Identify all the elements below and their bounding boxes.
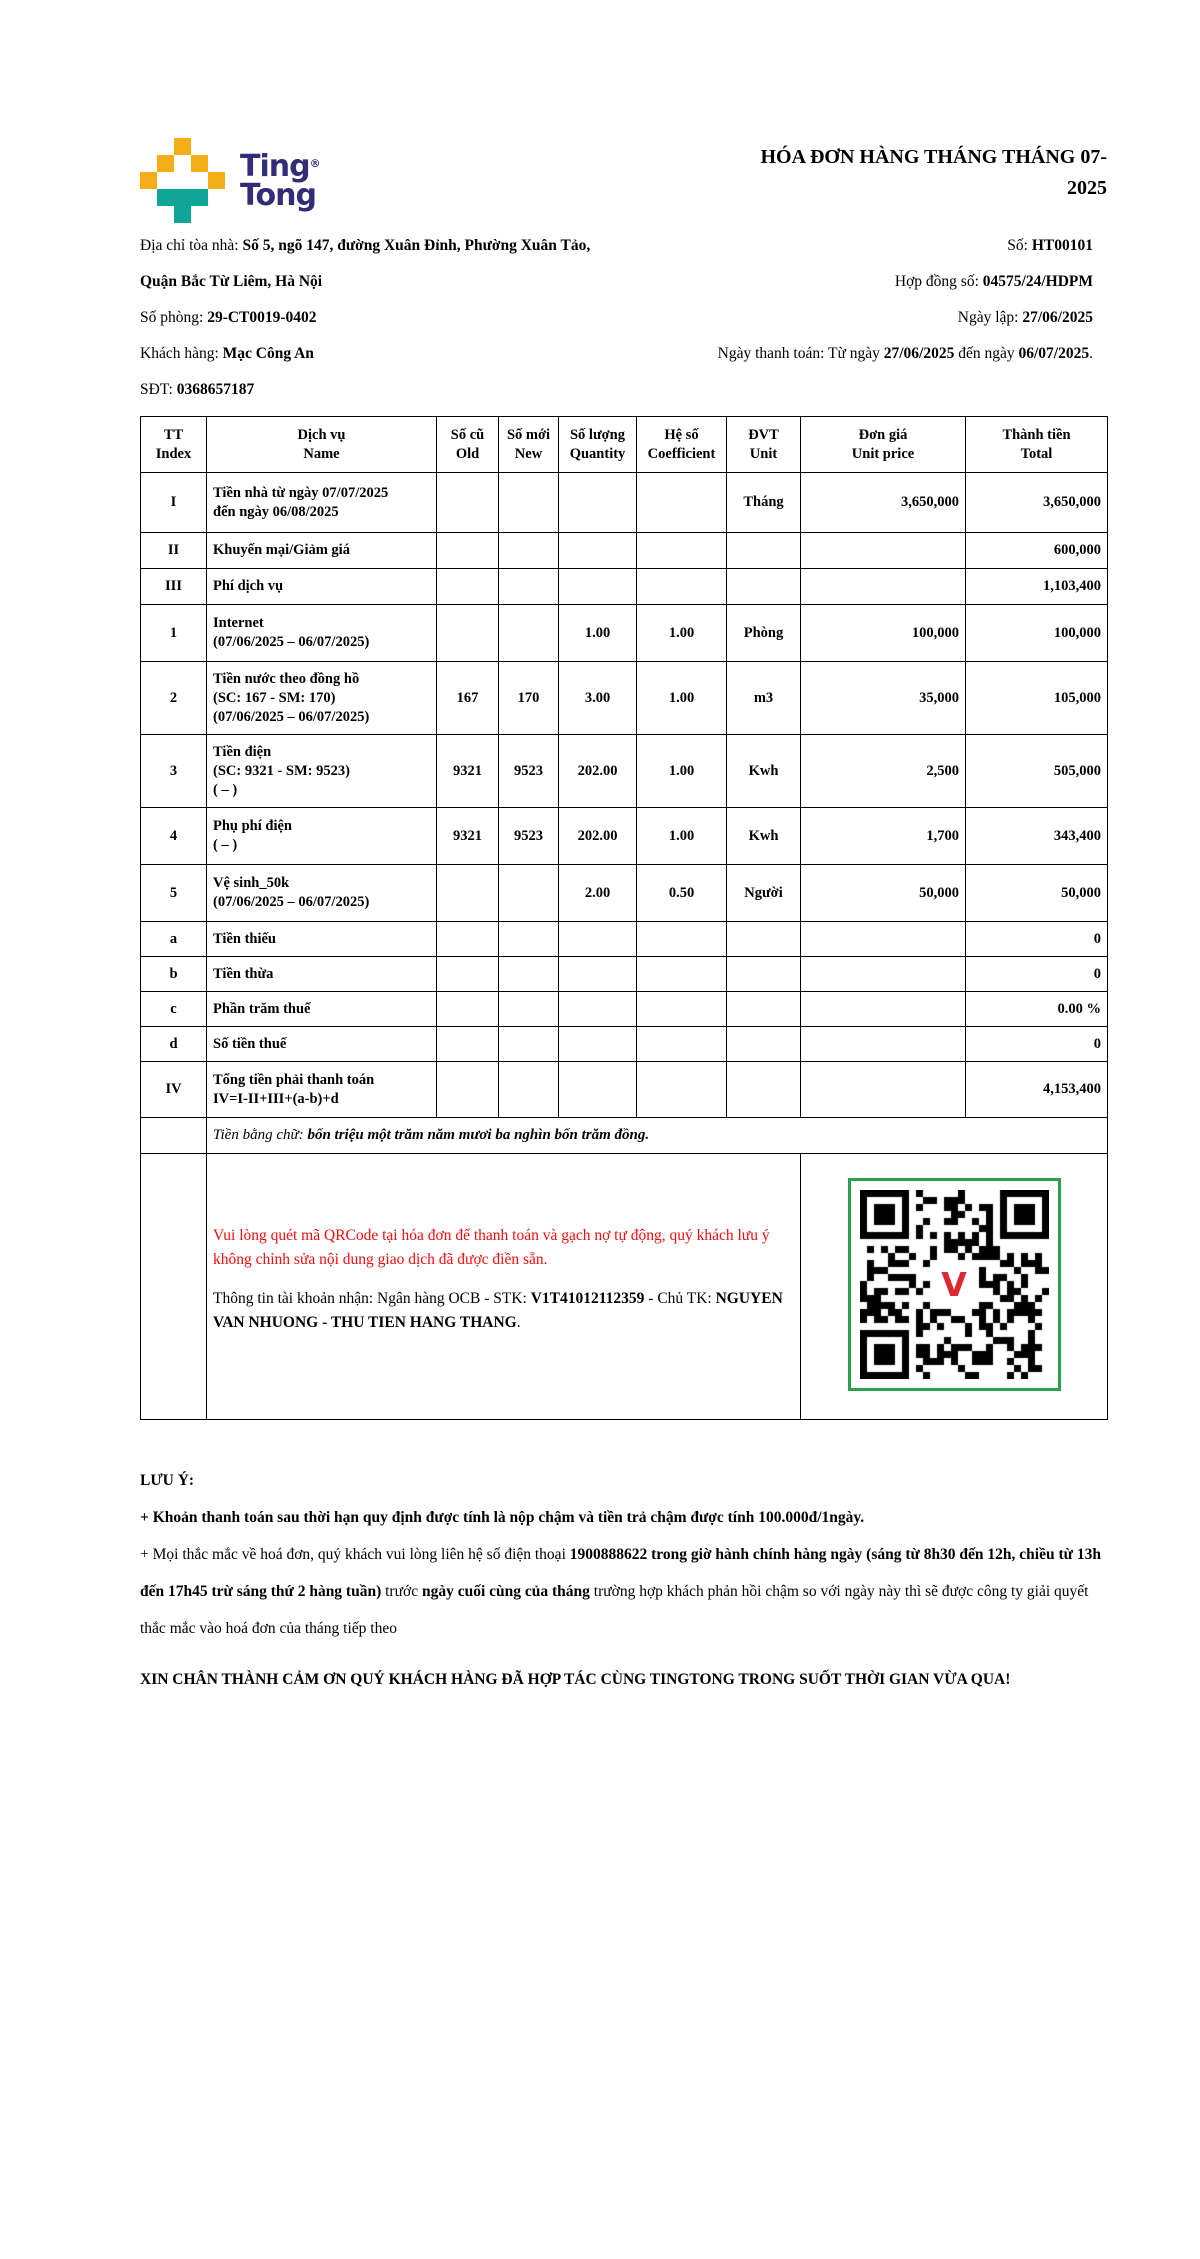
service-name-line: Tiền nước theo đồng hồ bbox=[213, 670, 360, 687]
service-name-line: Tổng tiền phải thanh toán bbox=[213, 1071, 375, 1088]
text-segment: NGUYEN VAN NHUONG - THU TIEN HANG THANG bbox=[213, 1289, 783, 1331]
cell-unit-price: 1,700 bbox=[801, 808, 966, 865]
support-note bbox=[140, 1536, 1107, 1647]
cell-new-reading: 170 bbox=[499, 662, 559, 735]
cell-unit-price bbox=[801, 533, 966, 569]
table-row bbox=[141, 957, 1108, 992]
cell-unit-price bbox=[801, 1062, 966, 1118]
text-segment: V1T41012112359 bbox=[530, 1289, 645, 1307]
column-header-8 bbox=[966, 417, 1108, 473]
text-segment: 0368657187 bbox=[176, 381, 255, 398]
text-segment: SĐT: bbox=[140, 381, 177, 398]
cell-old-reading: 9321 bbox=[437, 735, 499, 808]
cell-new-reading bbox=[499, 605, 559, 662]
cell-old-reading bbox=[437, 533, 499, 569]
amount-in-words-row bbox=[141, 1118, 1108, 1154]
cell-new-reading bbox=[499, 473, 559, 533]
table-row bbox=[141, 922, 1108, 957]
cell-coefficient bbox=[637, 533, 727, 569]
registered-mark: ® bbox=[309, 157, 321, 170]
column-header-en: Index bbox=[155, 445, 192, 462]
cell-unit: Kwh bbox=[727, 808, 801, 865]
column-header-0 bbox=[141, 417, 207, 473]
cell-quantity bbox=[559, 992, 637, 1027]
cell-total: 0 bbox=[966, 1027, 1108, 1062]
column-header-1 bbox=[207, 417, 437, 473]
info-right-column bbox=[620, 228, 1107, 408]
table-row bbox=[141, 808, 1108, 865]
text-segment: Mạc Công An bbox=[222, 345, 314, 362]
cell-service-name bbox=[207, 992, 437, 1027]
cell-unit: Người bbox=[727, 865, 801, 922]
cell-new-reading bbox=[499, 865, 559, 922]
cell-old-reading bbox=[437, 865, 499, 922]
building-address bbox=[140, 228, 620, 300]
text-segment: Khách hàng: bbox=[140, 345, 223, 362]
thanks-note: XIN CHÂN THÀNH CẢM ƠN QUÝ KHÁCH HÀNG ĐÃ HỢP TÁC CÙNG TINGTONG TRONG SUỐT THỜI GIAN VỪA QUA! bbox=[140, 1671, 1011, 1688]
cell-empty bbox=[141, 1118, 207, 1154]
service-name-line: Phụ phí điện bbox=[213, 818, 292, 834]
cell-quantity: 1.00 bbox=[559, 605, 637, 662]
column-header-vi: TT bbox=[163, 426, 184, 443]
invoice-table bbox=[140, 416, 1108, 1420]
service-name-line: Phí dịch vụ bbox=[213, 578, 284, 594]
cell-unit bbox=[727, 569, 801, 605]
column-header-vi: Đơn giá bbox=[858, 426, 908, 443]
cell-new-reading: 9523 bbox=[499, 808, 559, 865]
cell-coefficient bbox=[637, 922, 727, 957]
column-header-en: Quantity bbox=[569, 445, 626, 462]
cell-unit: Kwh bbox=[727, 735, 801, 808]
cell-index: 3 bbox=[141, 735, 207, 808]
table-row bbox=[141, 533, 1108, 569]
cell-new-reading bbox=[499, 1027, 559, 1062]
column-header-en: Old bbox=[455, 445, 480, 462]
table-row bbox=[141, 992, 1108, 1027]
cell-coefficient: 1.00 bbox=[637, 662, 727, 735]
cell-index: 2 bbox=[141, 662, 207, 735]
cell-old-reading bbox=[437, 957, 499, 992]
cell-total: 0 bbox=[966, 922, 1108, 957]
qr-cell bbox=[801, 1154, 1108, 1420]
service-name-line: IV=I-II+III+(a-b)+d bbox=[213, 1090, 339, 1107]
cell-unit-price bbox=[801, 1027, 966, 1062]
vietqr-logo-icon: V bbox=[933, 1263, 975, 1305]
cell-unit: Phòng bbox=[727, 605, 801, 662]
cell-coefficient bbox=[637, 473, 727, 533]
cell-index: 1 bbox=[141, 605, 207, 662]
service-name-line: Tiền thừa bbox=[213, 965, 274, 982]
cell-new-reading: 9523 bbox=[499, 735, 559, 808]
cell-quantity bbox=[559, 569, 637, 605]
service-name-line: ( – ) bbox=[213, 837, 238, 853]
text-segment: 04575/24/HDPM bbox=[982, 273, 1093, 290]
contract-number bbox=[620, 264, 1093, 300]
text-segment: 1900888622 trong giờ hành chính hàng ngày (sáng từ 8h30 đến 12h, chiều từ 13h đến 17h45 trừ sáng thứ 2 hàng tuần) bbox=[140, 1546, 1101, 1600]
cell-old-reading bbox=[437, 473, 499, 533]
cell-index: b bbox=[141, 957, 207, 992]
text-segment: HT00101 bbox=[1031, 237, 1093, 254]
cell-total: 505,000 bbox=[966, 735, 1108, 808]
column-header-4 bbox=[559, 417, 637, 473]
cell-unit-price bbox=[801, 569, 966, 605]
cell-index: III bbox=[141, 569, 207, 605]
text-segment: Ngày thanh toán: Từ ngày bbox=[717, 345, 884, 362]
cell-coefficient: 1.00 bbox=[637, 605, 727, 662]
invoice-table-head bbox=[141, 417, 1108, 473]
cell-service-name bbox=[207, 808, 437, 865]
table-row bbox=[141, 473, 1108, 533]
cell-old-reading bbox=[437, 992, 499, 1027]
column-header-en: Name bbox=[303, 445, 340, 462]
service-name-line: Số tiền thuế bbox=[213, 1035, 287, 1052]
cell-index: IV bbox=[141, 1062, 207, 1118]
service-name-line: Phần trăm thuế bbox=[213, 1000, 311, 1017]
cell-total: 105,000 bbox=[966, 662, 1108, 735]
header-row bbox=[141, 417, 1108, 473]
cell-total: 3,650,000 bbox=[966, 473, 1108, 533]
text-segment: Địa chỉ tòa nhà: bbox=[140, 237, 243, 254]
text-segment: . bbox=[516, 1313, 521, 1331]
cell-old-reading: 167 bbox=[437, 662, 499, 735]
cell-unit-price: 3,650,000 bbox=[801, 473, 966, 533]
invoice-header bbox=[140, 138, 1107, 226]
payment-instructions bbox=[207, 1154, 801, 1420]
cell-quantity bbox=[559, 473, 637, 533]
cell-new-reading bbox=[499, 1062, 559, 1118]
cell-old-reading bbox=[437, 569, 499, 605]
text-segment: Thông tin tài khoản nhận: Ngân hàng OCB - STK: bbox=[213, 1289, 531, 1307]
cell-service-name bbox=[207, 569, 437, 605]
footer-notes bbox=[140, 1462, 1107, 1698]
cell-quantity bbox=[559, 533, 637, 569]
text-segment: trường hợp khách phản hồi chậm so với ngày này thì sẽ được công ty giải quyết thắc mắc vào hoá đơn của tháng tiếp theo bbox=[140, 1583, 1089, 1637]
tingtong-logo-icon bbox=[140, 138, 225, 223]
column-header-2 bbox=[437, 417, 499, 473]
column-header-en: Unit bbox=[749, 445, 778, 462]
column-header-5 bbox=[637, 417, 727, 473]
cell-total: 50,000 bbox=[966, 865, 1108, 922]
cell-index: II bbox=[141, 533, 207, 569]
amount-in-words bbox=[207, 1118, 1108, 1154]
cell-coefficient bbox=[637, 1062, 727, 1118]
cell-quantity bbox=[559, 922, 637, 957]
issue-date bbox=[620, 300, 1093, 336]
cell-service-name bbox=[207, 922, 437, 957]
cell-quantity: 202.00 bbox=[559, 735, 637, 808]
payment-period bbox=[620, 336, 1093, 372]
cell-unit-price: 100,000 bbox=[801, 605, 966, 662]
text-segment: 06/07/2025 bbox=[1018, 345, 1090, 362]
text-segment: 27/06/2025 bbox=[883, 345, 955, 362]
cell-total: 343,400 bbox=[966, 808, 1108, 865]
text-segment: ngày cuối cùng của tháng bbox=[421, 1583, 590, 1600]
text-segment: 27/06/2025 bbox=[1022, 309, 1093, 326]
table-row bbox=[141, 569, 1108, 605]
service-name-line: (07/06/2025 – 06/07/2025) bbox=[213, 634, 370, 650]
cell-service-name bbox=[207, 533, 437, 569]
cell-service-name bbox=[207, 605, 437, 662]
account-info bbox=[213, 1287, 794, 1335]
cell-quantity bbox=[559, 1027, 637, 1062]
late-fee-note: + Khoản thanh toán sau thời hạn quy định được tính là nộp chậm và tiền trả chậm được tính 100.000đ/1ngày. bbox=[140, 1509, 865, 1526]
text-segment: Ngày lập: bbox=[957, 309, 1023, 326]
cell-old-reading bbox=[437, 1027, 499, 1062]
service-name-line: (SC: 167 - SM: 170) bbox=[213, 689, 336, 706]
service-name-line: Tiền thiếu bbox=[213, 930, 276, 947]
column-header-vi: Số lượng bbox=[569, 426, 625, 443]
invoice-info bbox=[140, 228, 1107, 408]
cell-coefficient bbox=[637, 992, 727, 1027]
cell-service-name bbox=[207, 957, 437, 992]
cell-total: 0 bbox=[966, 957, 1108, 992]
text-segment: 29-CT0019-0402 bbox=[207, 309, 317, 326]
service-name-line: (07/06/2025 – 06/07/2025) bbox=[213, 894, 370, 910]
phone-number bbox=[140, 372, 620, 408]
cell-total: 1,103,400 bbox=[966, 569, 1108, 605]
service-name-line: Internet bbox=[213, 615, 264, 631]
info-left-column bbox=[140, 228, 620, 408]
brand-name: Ting® Tong bbox=[240, 149, 321, 213]
cell-unit bbox=[727, 1027, 801, 1062]
table-row bbox=[141, 735, 1108, 808]
cell-unit-price bbox=[801, 957, 966, 992]
column-header-vi: ĐVT bbox=[748, 426, 779, 443]
column-header-vi: Hệ số bbox=[664, 426, 699, 443]
column-header-vi: Số cũ bbox=[450, 426, 485, 443]
cell-total: 4,153,400 bbox=[966, 1062, 1108, 1118]
cell-unit bbox=[727, 922, 801, 957]
cell-unit: m3 bbox=[727, 662, 801, 735]
table-row bbox=[141, 865, 1108, 922]
cell-quantity bbox=[559, 957, 637, 992]
cell-quantity: 202.00 bbox=[559, 808, 637, 865]
column-header-vi: Thành tiền bbox=[1002, 426, 1071, 443]
cell-coefficient: 0.50 bbox=[637, 865, 727, 922]
invoice-number bbox=[620, 228, 1093, 264]
cell-empty bbox=[141, 1154, 207, 1420]
cell-unit: Tháng bbox=[727, 473, 801, 533]
customer-name bbox=[140, 336, 620, 372]
cell-unit-price bbox=[801, 992, 966, 1027]
service-name-line: (07/06/2025 – 06/07/2025) bbox=[213, 708, 370, 725]
cell-new-reading bbox=[499, 957, 559, 992]
text-segment: Số phòng: bbox=[140, 309, 208, 326]
text-segment: Số 5, ngõ 147, đường Xuân Đỉnh, Phường Xuân Tảo, Quận Bắc Từ Liêm, Hà Nội bbox=[140, 237, 591, 290]
text-segment: Hợp đồng số: bbox=[894, 273, 983, 290]
cell-new-reading bbox=[499, 533, 559, 569]
cell-index: c bbox=[141, 992, 207, 1027]
table-row bbox=[141, 1062, 1108, 1118]
text-segment: + Mọi thắc mắc về hoá đơn, quý khách vui lòng liên hệ số điện thoại bbox=[140, 1546, 570, 1563]
cell-coefficient bbox=[637, 569, 727, 605]
cell-index: 4 bbox=[141, 808, 207, 865]
cell-unit-price: 50,000 bbox=[801, 865, 966, 922]
column-header-3 bbox=[499, 417, 559, 473]
table-row bbox=[141, 662, 1108, 735]
cell-unit-price: 2,500 bbox=[801, 735, 966, 808]
cell-new-reading bbox=[499, 569, 559, 605]
cell-unit bbox=[727, 1062, 801, 1118]
service-name-line: Vệ sinh_50k bbox=[213, 875, 290, 891]
column-header-en: Coefficient bbox=[647, 445, 716, 462]
qr-row bbox=[141, 1154, 1108, 1420]
cell-unit bbox=[727, 957, 801, 992]
column-header-en: Unit price bbox=[851, 445, 915, 462]
service-name-line: Khuyến mại/Giảm giá bbox=[213, 542, 350, 558]
service-name-line: Tiền điện bbox=[213, 743, 272, 760]
service-name-line: Tiền nhà từ ngày 07/07/2025 bbox=[213, 484, 389, 501]
cell-service-name bbox=[207, 1062, 437, 1118]
cell-unit bbox=[727, 992, 801, 1027]
text-segment: Số: bbox=[1007, 237, 1032, 254]
service-name-line: ( – ) bbox=[213, 781, 238, 798]
text-segment: trước bbox=[381, 1583, 422, 1600]
cell-old-reading: 9321 bbox=[437, 808, 499, 865]
cell-quantity bbox=[559, 1062, 637, 1118]
invoice-table-body bbox=[141, 473, 1108, 1420]
cell-old-reading bbox=[437, 605, 499, 662]
cell-total: 100,000 bbox=[966, 605, 1108, 662]
cell-total: 0.00 % bbox=[966, 992, 1108, 1027]
cell-index: d bbox=[141, 1027, 207, 1062]
qr-instruction-red: Vui lòng quét mã QRCode tại hóa đơn để thanh toán và gạch nợ tự động, quý khách lưu ý không chỉnh sửa nội dung giao dịch đã được điền sẵn. bbox=[213, 1226, 770, 1268]
text-segment: đến ngày bbox=[954, 345, 1019, 362]
cell-unit-price bbox=[801, 922, 966, 957]
invoice-title: HÓA ĐƠN HÀNG THÁNG THÁNG 07-2025 bbox=[760, 146, 1107, 199]
service-name-line: (SC: 9321 - SM: 9523) bbox=[213, 762, 350, 779]
text-segment: bốn triệu một trăm năm mươi ba nghìn bốn trăm đồng. bbox=[307, 1127, 650, 1143]
text-segment: - Chủ TK: bbox=[644, 1289, 716, 1307]
cell-service-name bbox=[207, 865, 437, 922]
cell-unit bbox=[727, 533, 801, 569]
cell-coefficient bbox=[637, 1027, 727, 1062]
cell-new-reading bbox=[499, 992, 559, 1027]
room-number bbox=[140, 300, 620, 336]
column-header-6 bbox=[727, 417, 801, 473]
cell-index: I bbox=[141, 473, 207, 533]
column-header-en: Total bbox=[1020, 445, 1053, 462]
cell-service-name bbox=[207, 735, 437, 808]
text-segment: . bbox=[1089, 345, 1093, 362]
cell-unit-price: 35,000 bbox=[801, 662, 966, 735]
table-row bbox=[141, 605, 1108, 662]
cell-service-name bbox=[207, 662, 437, 735]
column-header-en: New bbox=[514, 445, 543, 462]
notes-heading: LƯU Ý: bbox=[140, 1472, 195, 1489]
cell-service-name bbox=[207, 1027, 437, 1062]
cell-new-reading bbox=[499, 922, 559, 957]
cell-index: 5 bbox=[141, 865, 207, 922]
cell-quantity: 2.00 bbox=[559, 865, 637, 922]
cell-quantity: 3.00 bbox=[559, 662, 637, 735]
column-header-7 bbox=[801, 417, 966, 473]
cell-coefficient: 1.00 bbox=[637, 735, 727, 808]
table-row bbox=[141, 1027, 1108, 1062]
cell-coefficient bbox=[637, 957, 727, 992]
service-name-line: đến ngày 06/08/2025 bbox=[213, 503, 339, 520]
tingtong-logo bbox=[140, 138, 321, 223]
cell-service-name bbox=[207, 473, 437, 533]
qr-code bbox=[848, 1178, 1061, 1391]
column-header-vi: Dịch vụ bbox=[297, 426, 346, 443]
cell-old-reading bbox=[437, 1062, 499, 1118]
cell-old-reading bbox=[437, 922, 499, 957]
column-header-vi: Số mới bbox=[506, 426, 551, 443]
cell-index: a bbox=[141, 922, 207, 957]
text-segment: Tiền bằng chữ: bbox=[213, 1127, 308, 1143]
cell-coefficient: 1.00 bbox=[637, 808, 727, 865]
cell-total: 600,000 bbox=[966, 533, 1108, 569]
